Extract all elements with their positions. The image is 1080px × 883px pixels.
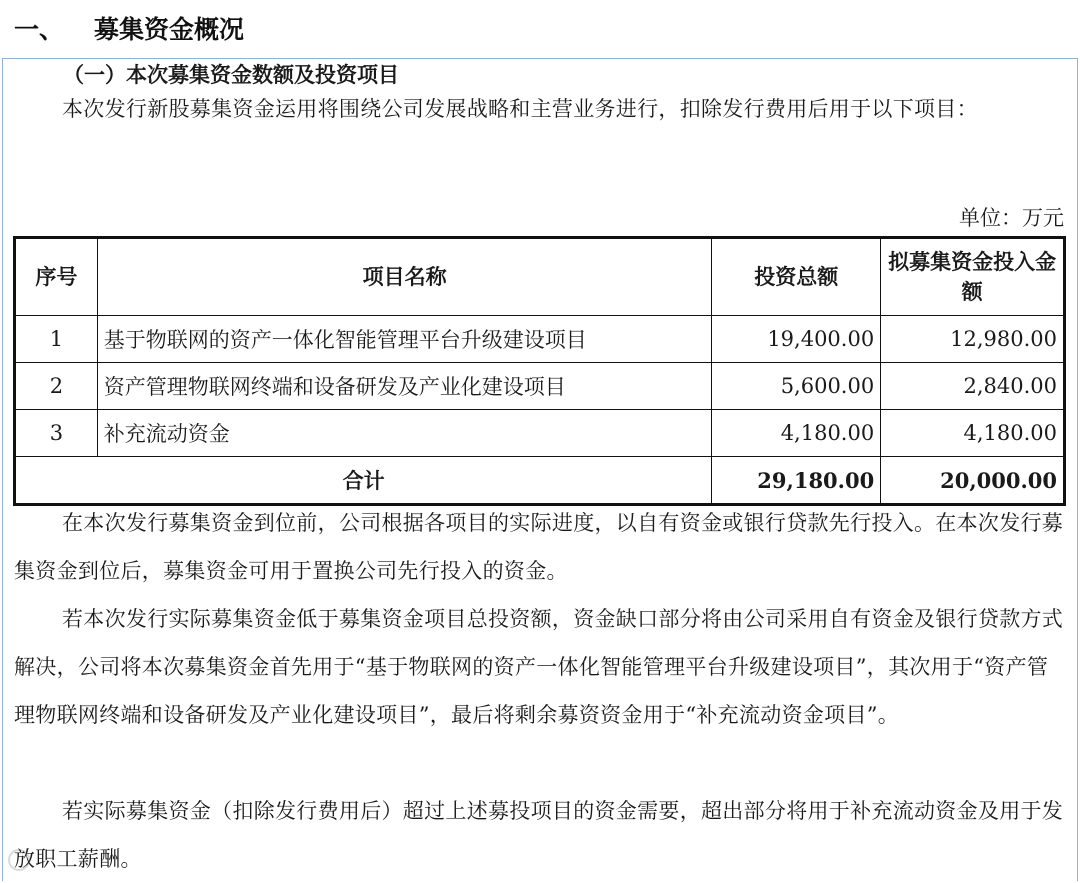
paragraph-pre-funding: 在本次发行募集资金到位前，公司根据各项目的实际进度，以自有资金或银行贷款先行投入。在本次发行募集资金到位后，募集资金可用于置换公司先行投入的资金。 bbox=[14, 511, 1064, 583]
wechat-logo-icon bbox=[8, 849, 30, 871]
row-serial: 3 bbox=[15, 410, 98, 457]
header-serial: 序号 bbox=[15, 238, 98, 316]
total-label: 合计 bbox=[15, 457, 712, 505]
table-row bbox=[15, 410, 1065, 457]
subsection-title: （一）本次募集资金数额及投资项目 bbox=[63, 63, 399, 87]
header-total-investment: 投资总额 bbox=[712, 238, 881, 316]
row-serial: 1 bbox=[15, 316, 98, 363]
header-raised-amount: 拟募集资金投入金额 bbox=[881, 238, 1065, 316]
paragraph-surplus: 若实际募集资金（扣除发行费用后）超过上述募投项目的资金需要，超出部分将用于补充流动资金及用于发放职工薪酬。 bbox=[14, 799, 1064, 871]
section-heading bbox=[14, 8, 244, 48]
row-project-name: 资产管理物联网终端和设备研发及产业化建设项目 bbox=[97, 363, 712, 410]
paragraph-shortfall: 若本次发行实际募集资金低于募集资金项目总投资额，资金缺口部分将由公司采用自有资金及银行贷款方式解决，公司将本次募集资金首先用于“基于物联网的资产一体化智能管理平台升级建设项目”，其次用于“资产管理物联网终端和设备研发及产业化建设项目”，最后将剩余募资资金用于“补充流动资金项目”。 bbox=[14, 607, 1064, 727]
row-project-name: 基于物联网的资产一体化智能管理平台升级建设项目 bbox=[97, 316, 712, 363]
section-number: 一、 bbox=[14, 15, 65, 44]
row-total-investment: 5,600.00 bbox=[712, 363, 881, 410]
table-row bbox=[15, 363, 1065, 410]
table-total-row bbox=[15, 457, 1065, 505]
section-title: 募集资金概况 bbox=[94, 15, 245, 44]
total-raised-sum: 20,000.00 bbox=[881, 457, 1065, 505]
header-project-name: 项目名称 bbox=[97, 238, 712, 316]
total-investment-sum: 29,180.00 bbox=[712, 457, 881, 505]
unit-label: 单位：万元 bbox=[959, 206, 1064, 230]
row-project-name: 补充流动资金 bbox=[97, 410, 712, 457]
row-raised-amount: 4,180.00 bbox=[881, 410, 1065, 457]
row-raised-amount: 12,980.00 bbox=[881, 316, 1065, 363]
watermark bbox=[8, 845, 30, 875]
intro-paragraph: 本次发行新股募集资金运用将围绕公司发展战略和主营业务进行，扣除发行费用后用于以下项目： bbox=[62, 97, 978, 121]
row-total-investment: 4,180.00 bbox=[712, 410, 881, 457]
row-raised-amount: 2,840.00 bbox=[881, 363, 1065, 410]
row-serial: 2 bbox=[15, 363, 98, 410]
fund-allocation-table bbox=[13, 236, 1066, 506]
row-total-investment: 19,400.00 bbox=[712, 316, 881, 363]
table-header-row bbox=[15, 238, 1065, 316]
table-row bbox=[15, 316, 1065, 363]
